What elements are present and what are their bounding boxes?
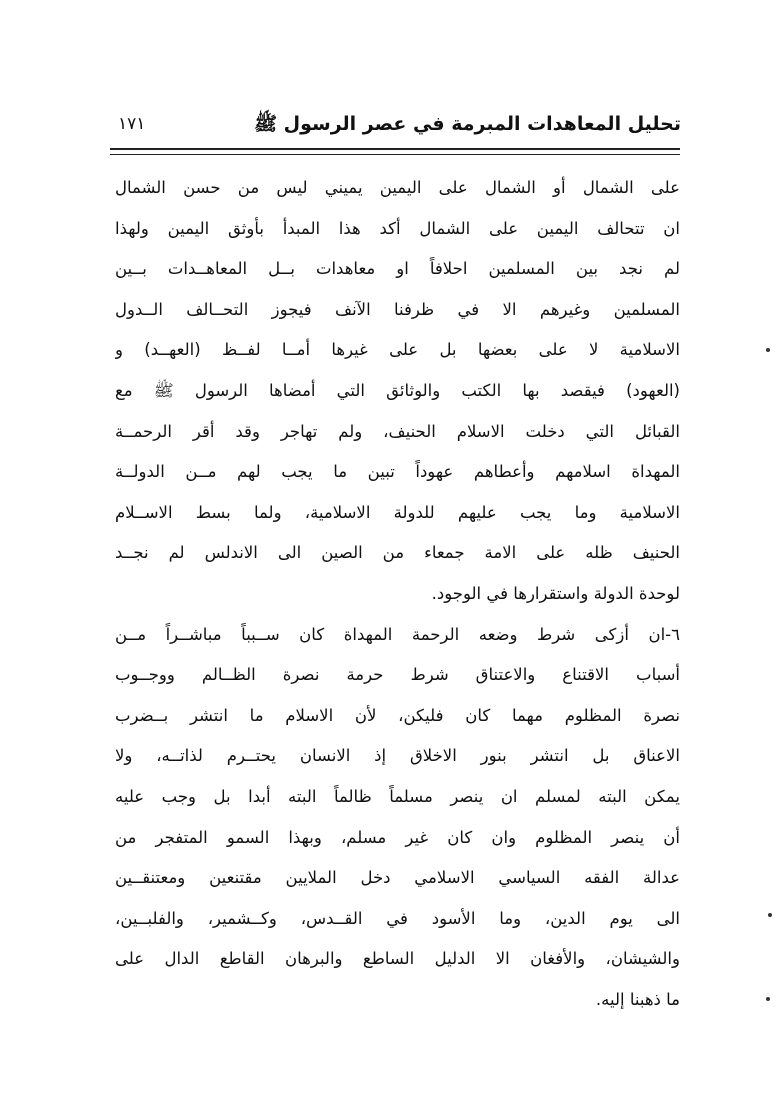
text-line: ٦-ان أزكى شرط وضعه الرحمة المهداة كان ســبباً مباشــراً مــن (115, 624, 680, 644)
text-line: نصرة المظلوم مهما كان فليكن، لأن الاسلام ما انتشر بــضرب (115, 705, 680, 725)
text-line: على الشمال أو الشمال على اليمين يميني ليس من حسن الشمال (115, 178, 680, 197)
scan-speck (768, 913, 772, 917)
text-line: الى يوم الدين، وما الأسود في القــدس، وكــشمير، والفلبــين، (115, 908, 680, 928)
text-line: الاعناق بل انتشر بنور الاخلاق إذ الانسان يحتــرم لذاتــه، ولا (115, 746, 680, 766)
text-line: المسلمين وغيرهم الا في ظرفنا الآنف فيجوز التحــالف الــدول (115, 299, 680, 319)
body-text (115, 168, 680, 1020)
text-line: الحنيف ظله على الامة جمعاء من الصين الى الاندلس لم نجــد (115, 543, 680, 563)
running-title: تحليل المعاهدات المبرمة في عصر الرسول ﷺ (254, 113, 681, 135)
text-line: والشيشان، والأفغان الا الدليل الساطع والبرهان القاطع الدال على (115, 949, 680, 969)
text-line: ان تتحالف اليمين على الشمال أكد هذا المبدأ بأوثق اليمين ولهذا (115, 218, 680, 238)
text-line: عدالة الفقه السياسي الاسلامي دخل الملايين مقتنعين ومعتنقــين (115, 868, 680, 888)
text-line: الاسلامية لا على بعضها بل على غيرها أمــا لفــظ (العهــد) و (115, 340, 680, 360)
text-line: لم نجد بين المسلمين احلافاً او معاهدات بــل المعاهــدات بــين (115, 259, 680, 279)
text-line: المهداة اسلامهم وأعطاهم عهوداً تبين ما يجب لهم مــن الدولــة (115, 462, 680, 482)
scan-speck (766, 348, 770, 352)
page-number: ١٧١ (118, 114, 146, 134)
header-rule-thin (110, 154, 680, 155)
text-line: يمكن البته لمسلم ان ينصر مسلماً ظالماً البته أبدا بل وجب عليه (115, 786, 680, 806)
text-line: (العهود) فيقصد بها الكتب والوثائق التي أمضاها الرسول ﷺ مع (115, 380, 680, 400)
text-line: أن ينصر المظلوم وان كان غير مسلم، وبهذا السمو المتفجر من (115, 827, 680, 847)
text-line: ما ذهبنا إليه. (595, 989, 680, 1009)
text-line: القبائل التي دخلت الاسلام الحنيف، ولم تهاجر وقد أقر الرحمــة (115, 421, 680, 441)
text-line: أسباب الاقتناع والاعتناق شرط حرمة نصرة الظــالم ووجــوب (115, 665, 680, 685)
header-rule-thick (110, 148, 680, 150)
text-line: لوحدة الدولة واستقرارها في الوجود. (431, 583, 680, 603)
scan-speck (766, 997, 770, 1001)
page-header (108, 112, 681, 142)
text-line: الاسلامية وما يجب عليهم للدولة الاسلامية، ولما بسط الاســلام (115, 502, 680, 522)
